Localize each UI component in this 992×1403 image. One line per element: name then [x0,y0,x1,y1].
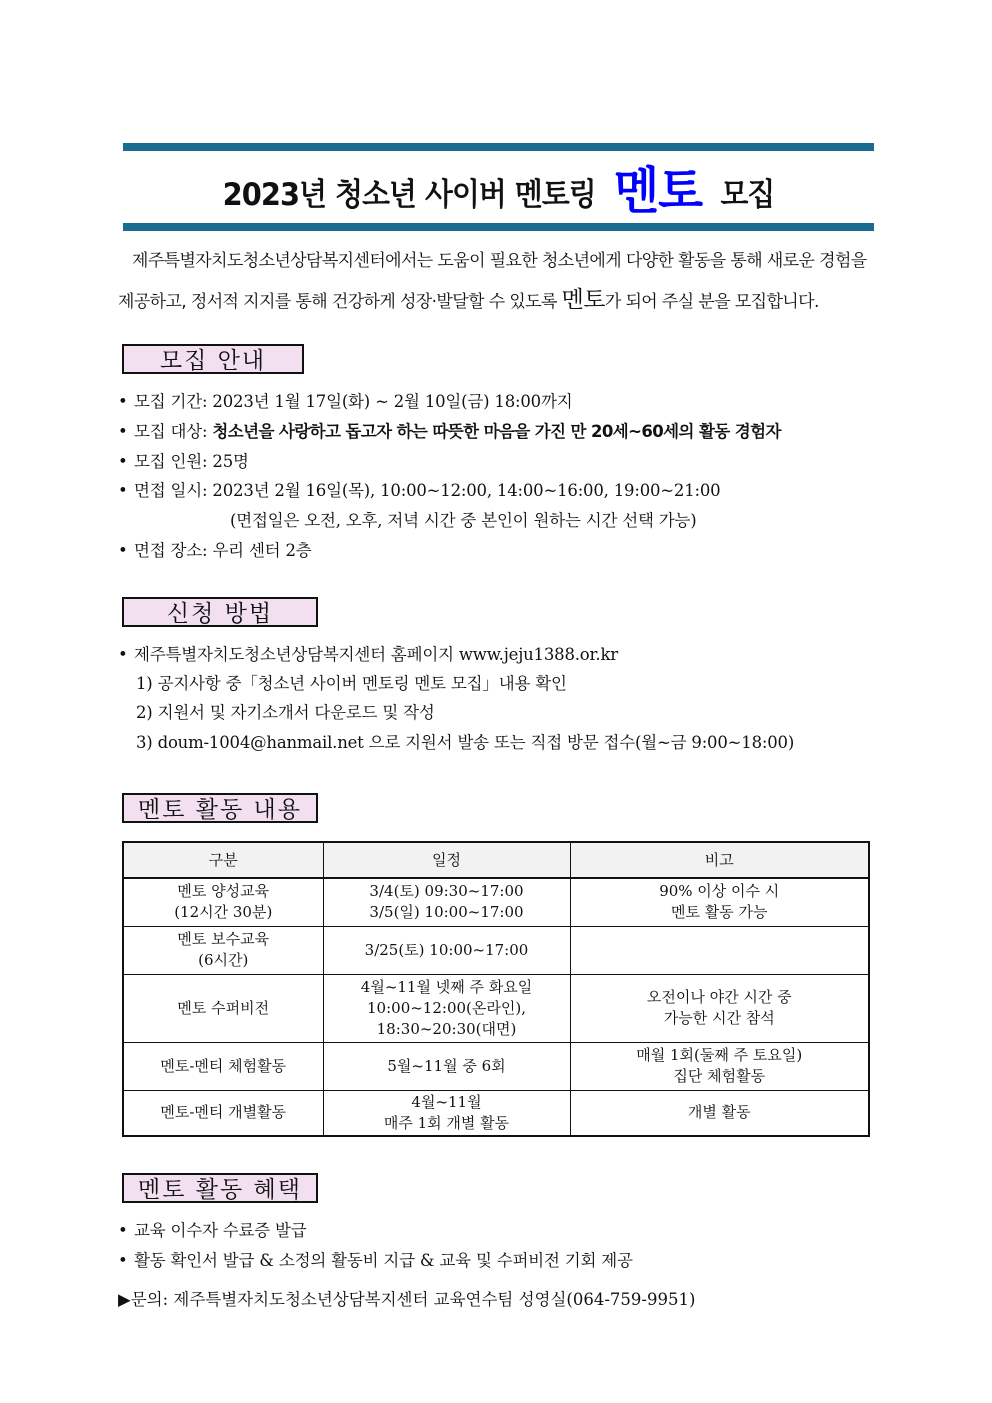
bullet-icon: • [118,645,128,664]
bullet-icon: • [118,392,128,411]
title-bottom-bar [123,223,874,231]
bullet-icon: • [118,1221,128,1240]
bullet-icon: • [118,541,128,560]
contact-info [118,1286,695,1310]
column-header-note: 비고 [570,842,869,878]
table-header-row [123,842,869,878]
intro-line-1: 제주특별자치도청소년상담복지센터에서는 도움이 필요한 청소년에게 다양한 활동을 통해 새로운 경험을 [132,251,867,271]
recruit-count [118,448,249,472]
cell-category: 멘토-멘티 개별활동 [123,1090,323,1136]
bullet-icon: • [118,481,128,500]
cell-category: 멘토 수퍼비전 [123,974,323,1042]
bullet-icon: • [118,422,128,441]
intro-line-2 [118,281,878,314]
table-row [123,1090,869,1136]
cell-category: 멘토 보수교육 (6시간) [123,926,323,974]
interview-note: (면접일은 오전, 오후, 저녁 시간 중 본인이 원하는 시간 선택 가능) [230,511,697,530]
contact-text: 문의: 제주특별자치도청소년상담복지센터 교육연수팀 성영실(064-759-9951) [130,1290,696,1309]
table-row [123,926,869,974]
column-header-category: 구분 [123,842,323,878]
column-header-schedule: 일정 [323,842,570,878]
section-heading-benefits: 멘토 활동 혜택 [122,1173,318,1203]
section-heading-activities: 멘토 활동 내용 [122,793,318,823]
table-row [123,878,869,926]
recruit-period [118,388,572,412]
cell-note: 90% 이상 이수 시 멘토 활동 가능 [570,878,869,926]
item-label: 면접 장소: [134,541,208,560]
item-value: 청소년을 사랑하고 돕고자 하는 따뜻한 마음을 가진 만 20세~60세의 활동 경험자 [212,422,781,441]
cell-schedule: 4월~11월 매주 1회 개별 활동 [323,1090,570,1136]
recruit-target [118,418,781,442]
apply-step-3: 3) doum-1004@hanmail.net 으로 지원서 발송 또는 직접 방문 접수(월~금 9:00~18:00) [136,733,795,752]
benefit-text: 교육 이수자 수료증 발급 [134,1221,307,1240]
table-row [123,1042,869,1090]
cell-note: 오전이나 야간 시간 중 가능한 시간 참석 [570,974,869,1042]
bullet-icon: • [118,1251,128,1270]
interview-place [118,537,312,561]
intro-emphasis: 멘토 [561,287,605,313]
apply-homepage-text: 제주특별자치도청소년상담복지센터 홈페이지 www.jeju1388.or.kr [134,645,618,664]
item-value: 2023년 2월 16일(목), 10:00~12:00, 14:00~16:00, 19:00~21:00 [212,481,721,500]
item-value: 우리 센터 2층 [212,541,312,560]
intro-text: 제공하고, 정서적 지지를 통해 건강하게 성장·발달할 수 있도록 [118,292,557,312]
item-label: 면접 일시: [134,481,208,500]
cell-category: 멘토 양성교육 (12시간 30분) [123,878,323,926]
intro-text: 가 되어 주실 분을 모집합니다. [604,292,819,312]
cell-schedule: 5월~11월 중 6회 [323,1042,570,1090]
table-row [123,974,869,1042]
section-heading-recruit: 모집 안내 [122,344,304,374]
triangle-right-icon: ▶ [118,1290,131,1309]
activities-table [122,841,870,1137]
interview-date [118,477,720,501]
cell-note: 개별 활동 [570,1090,869,1136]
item-label: 모집 대상: [134,422,208,441]
cell-category: 멘토-멘티 체험활동 [123,1042,323,1090]
title-accent: 멘토 [614,162,703,220]
title-suffix: 모집 [720,177,775,213]
cell-note: 매월 1회(둘째 주 토요일) 집단 체험활동 [570,1042,869,1090]
cell-schedule: 3/4(토) 09:30~17:00 3/5(일) 10:00~17:00 [323,878,570,926]
benefit-item [118,1247,633,1271]
page-title [149,162,847,224]
apply-step-1: 1) 공지사항 중「청소년 사이버 멘토링 멘토 모집」내용 확인 [136,674,567,693]
item-label: 모집 기간: [134,392,208,411]
cell-schedule: 4월~11월 넷째 주 화요일 10:00~12:00(온라인), 18:30~20:30(대면) [323,974,570,1042]
item-label: 모집 인원: [134,452,208,471]
apply-homepage [118,641,618,665]
benefit-text: 활동 확인서 발급 & 소정의 활동비 지급 & 교육 및 수퍼비전 기회 제공 [134,1251,633,1270]
cell-note [570,926,869,974]
section-heading-apply: 신청 방법 [122,597,318,627]
bullet-icon: • [118,452,128,471]
benefit-item [118,1217,307,1241]
item-value: 2023년 1월 17일(화) ~ 2월 10일(금) 18:00까지 [212,392,573,411]
title-prefix: 2023년 청소년 사이버 멘토링 [222,177,596,213]
apply-step-2: 2) 지원서 및 자기소개서 다운로드 및 작성 [136,703,435,722]
cell-schedule: 3/25(토) 10:00~17:00 [323,926,570,974]
item-value: 25명 [212,452,249,471]
title-top-bar [123,143,874,151]
